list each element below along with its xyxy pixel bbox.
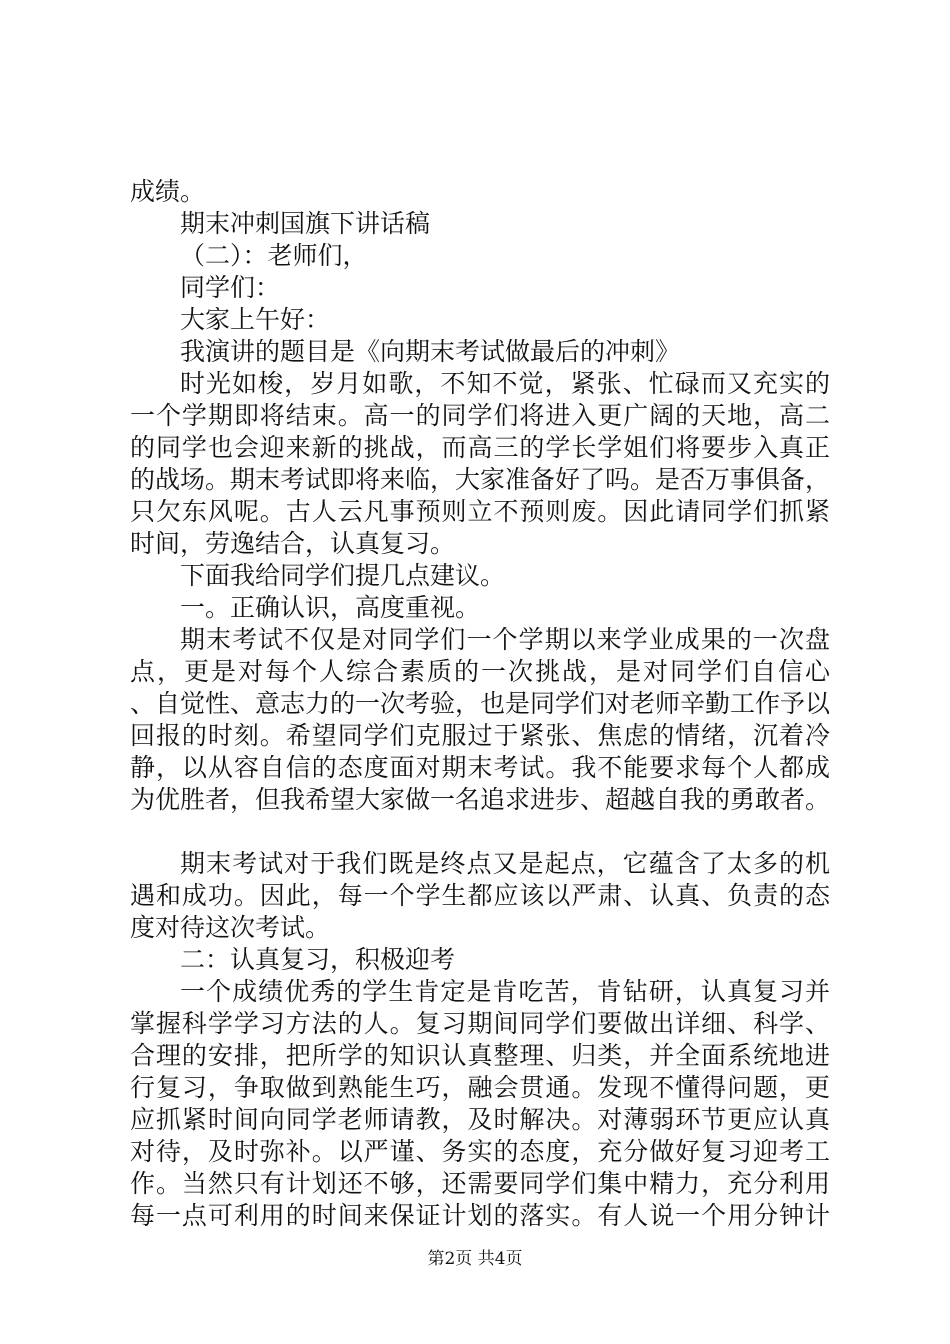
text-line: 遇和成功。因此，每一个学生都应该以严肃、认真、负责的态 — [130, 881, 830, 910]
page-footer: 第2页 共4页 — [427, 1249, 523, 1269]
text-line: 度对待这次考试。 — [130, 913, 331, 942]
text-line: 只欠东风呢。古人云凡事预则立不预则废。因此请同学们抓紧 — [130, 497, 830, 526]
text-line: 期末考试对于我们既是终点又是起点，它蕴含了太多的机 — [180, 849, 830, 878]
paragraph-gap — [130, 816, 830, 848]
text-line: 大家上午好： — [180, 305, 331, 334]
text-line: 行复习，争取做到熟能生巧，融会贯通。发现不懂得问题，更 — [130, 1073, 830, 1102]
text-line: 为优胜者，但我希望大家做一名追求进步、超越自我的勇敢者。 — [130, 785, 831, 814]
text-line: 我演讲的题目是《向期末考试做最后的冲刺》 — [180, 337, 681, 366]
text-line: 时光如梭，岁月如歌，不知不觉，紧张、忙碌而又充实的 — [180, 369, 830, 398]
text-line: 点，更是对每个人综合素质的一次挑战，是对同学们自信心 — [130, 657, 830, 686]
text-line: 期末考试不仅是对同学们一个学期以来学业成果的一次盘 — [180, 625, 830, 654]
text-line: 应抓紧时间向同学老师请教，及时解决。对薄弱环节更应认真 — [130, 1105, 830, 1134]
text-line: 静，以从容自信的态度面对期末考试。我不能要求每个人都成 — [130, 753, 830, 782]
text-line: 下面我给同学们提几点建议。 — [180, 561, 506, 590]
text-line: 期末冲刺国旗下讲话稿 — [180, 209, 431, 238]
text-line: 二：认真复习，积极迎考 — [180, 945, 456, 974]
text-line: 对待，及时弥补。以严谨、务实的态度，充分做好复习迎考工 — [130, 1137, 830, 1166]
text-line: 合理的安排，把所学的知识认真整理、归类，并全面系统地进 — [130, 1041, 830, 1070]
text-line: 同学们： — [180, 273, 281, 302]
text-line: 时间，劳逸结合，认真复习。 — [130, 529, 456, 558]
text-line: 回报的时刻。希望同学们克服过于紧张、焦虑的情绪，沉着冷 — [130, 721, 830, 750]
body-text — [130, 176, 830, 1232]
text-line: 成绩。 — [130, 177, 206, 206]
text-line: 、自觉性、意志力的一次考验，也是同学们对老师辛勤工作予以 — [130, 689, 831, 718]
text-line: 一。正确认识，高度重视。 — [180, 593, 481, 622]
text-line: 掌握科学学习方法的人。复习期间同学们要做出详细、科学、 — [130, 1009, 830, 1038]
text-line: 一个学期即将结束。高一的同学们将进入更广阔的天地，高二 — [130, 401, 830, 430]
text-line: 一个成绩优秀的学生肯定是肯吃苦，肯钻研，认真复习并 — [180, 977, 830, 1006]
text-line: 的同学也会迎来新的挑战，而高三的学长学姐们将要步入真正 — [130, 433, 830, 462]
text-line: 每一点可利用的时间来保证计划的落实。有人说一个用分钟计 — [130, 1201, 830, 1230]
text-line: 的战场。期末考试即将来临，大家准备好了吗。是否万事俱备， — [130, 465, 831, 494]
text-line: 作。当然只有计划还不够，还需要同学们集中精力，充分利用 — [130, 1169, 830, 1198]
text-line: （二）：老师们， — [180, 241, 368, 270]
